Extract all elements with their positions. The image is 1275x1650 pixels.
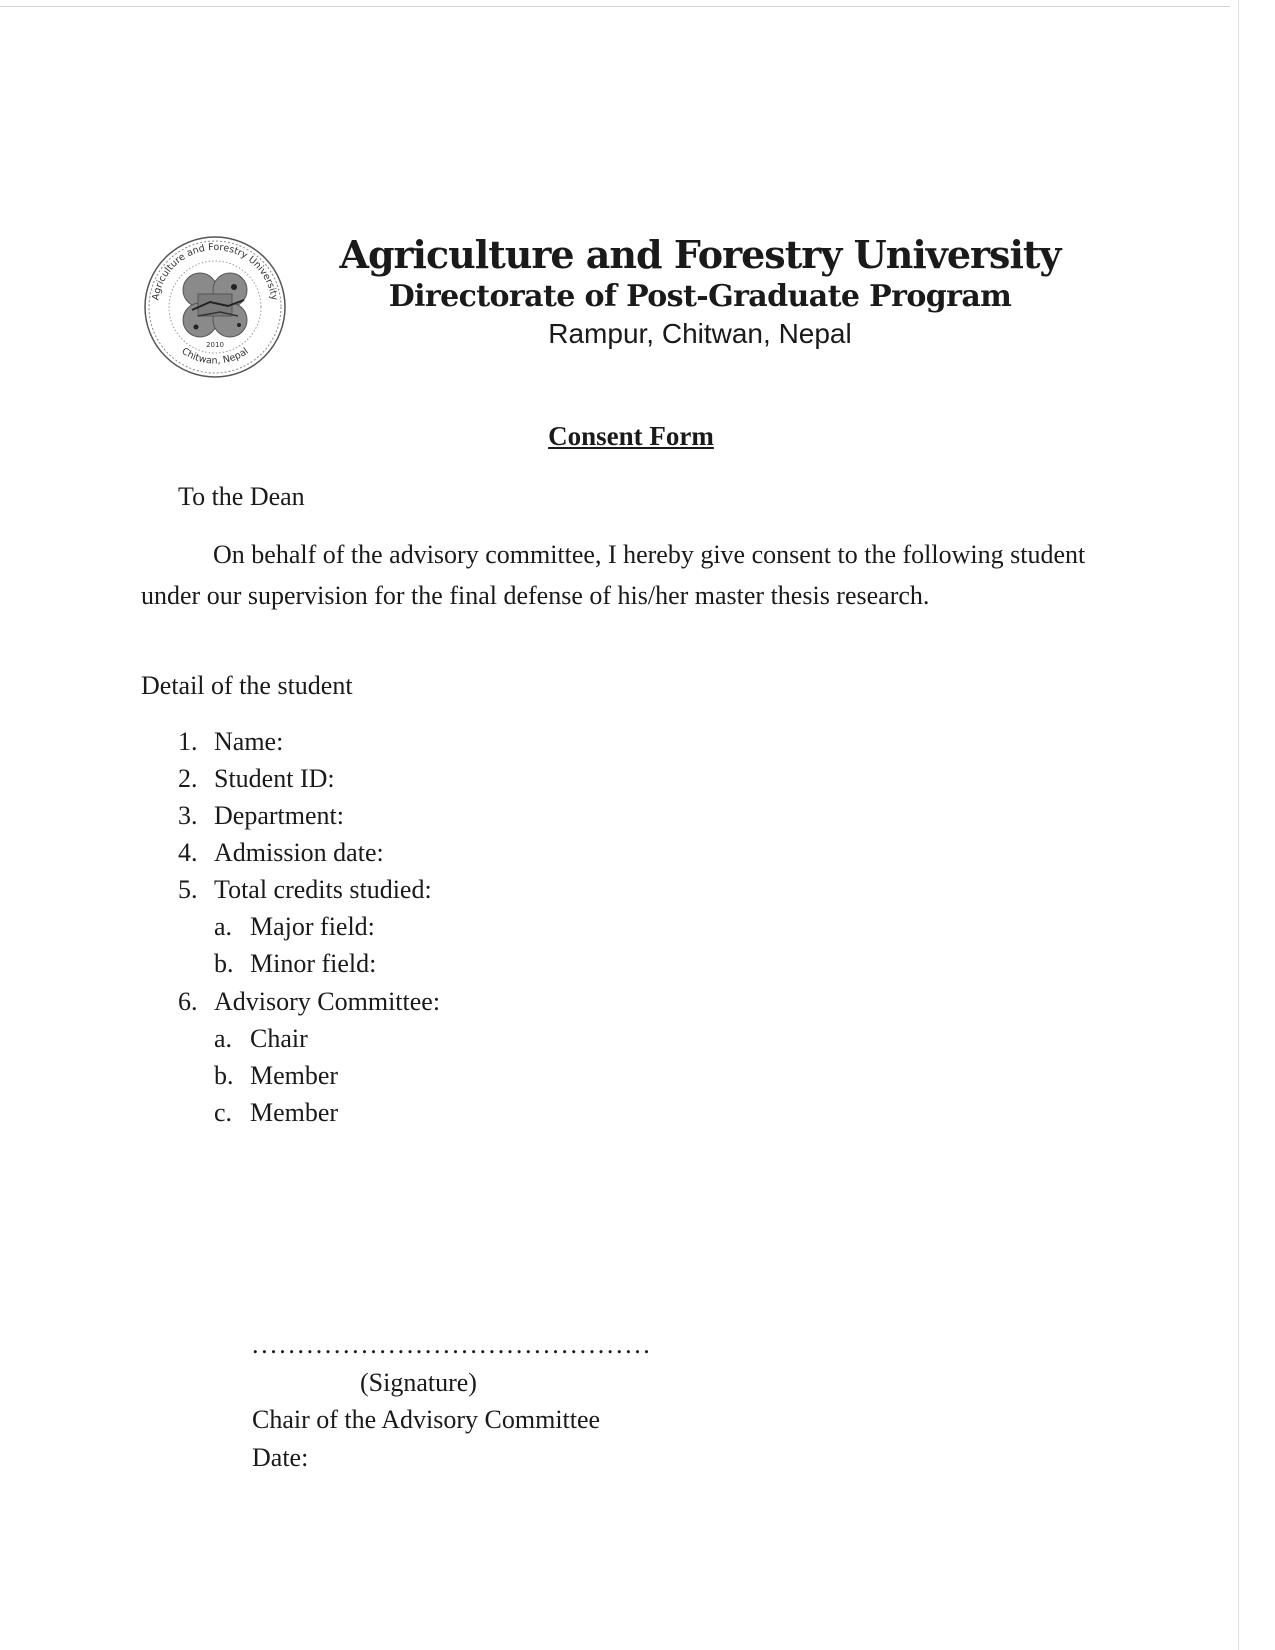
seal-text-bottom: Chitwan, Nepal	[179, 345, 251, 367]
location: Rampur, Chitwan, Nepal	[548, 318, 852, 349]
directorate-name: Directorate of Post-Graduate Program	[388, 279, 1012, 314]
item-letter: b.	[214, 1061, 234, 1090]
item-letter: a.	[214, 912, 233, 941]
salutation: To the Dean	[178, 482, 305, 511]
item-number: 4.	[178, 838, 198, 867]
item-label-student-id: Student ID:	[214, 764, 335, 793]
item-number: 5.	[178, 875, 198, 904]
item-label-name: Name:	[214, 727, 284, 756]
university-name: Agriculture and Forestry University	[339, 232, 1061, 277]
item-label-total-credits: Total credits studied:	[214, 875, 432, 904]
item-label-major-field: Major field:	[250, 912, 375, 941]
item-label-department: Department:	[214, 801, 344, 830]
item-label-admission-date: Admission date:	[214, 838, 384, 867]
signature-line: ............................................	[252, 1330, 653, 1359]
page-edge-top	[0, 6, 1230, 7]
item-number: 6.	[178, 987, 198, 1016]
item-number: 1.	[178, 727, 198, 756]
item-letter: c.	[214, 1098, 233, 1127]
page-edge-right	[1238, 0, 1239, 1650]
seal-year: 2010	[206, 341, 224, 349]
item-letter: b.	[214, 949, 234, 978]
item-number: 2.	[178, 764, 198, 793]
item-letter: a.	[214, 1024, 233, 1053]
item-label-member: Member	[250, 1098, 339, 1127]
date-label: Date:	[252, 1443, 309, 1472]
item-label-minor-field: Minor field:	[250, 949, 377, 978]
item-label-member: Member	[250, 1061, 339, 1090]
form-title: Consent Form	[548, 421, 714, 451]
signature-label: (Signature)	[360, 1368, 477, 1397]
signer-role: Chair of the Advisory Committee	[252, 1405, 601, 1434]
letterhead	[300, 232, 1100, 352]
item-number: 3.	[178, 801, 198, 830]
university-seal-logo	[140, 232, 290, 382]
seal-text-top: Agriculture and Forestry University	[150, 241, 280, 302]
body-paragraph	[141, 534, 1101, 616]
item-label-chair: Chair	[250, 1024, 308, 1053]
item-label-advisory-committee: Advisory Committee:	[214, 987, 441, 1016]
body-text: On behalf of the advisory committee, I hereby give consent to the following student under our supervision for the final defense of his/her master thesis research.	[141, 540, 1086, 610]
details-heading: Detail of the student	[141, 671, 353, 700]
